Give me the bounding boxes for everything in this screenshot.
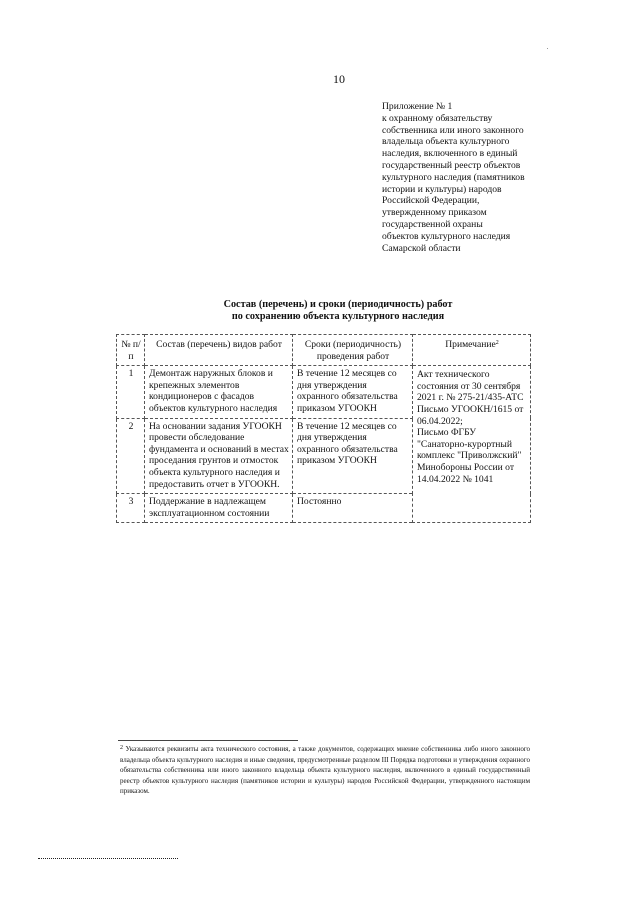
header-period: Сроки (периодичность) проведения работ xyxy=(293,335,413,366)
footnote-divider xyxy=(118,740,298,741)
footnote-text: Указываются реквизиты акта технического состояния, а также документов, содержащих мнение собственника либо иного законного владельца объекта культурного наследия и иные сведения, предусмотренные разделом III Порядка подготовки и утверждения охранного обязательства собственника или иного законного владельца объекта культурного наследия, включенного в единый государственный реестр объектов культурного наследия (памятников истории и культуры) народов Российской Федерации, утвержденного настоящим приказом. xyxy=(120,745,531,796)
appendix-line: объектов культурного наследия xyxy=(382,230,511,242)
appendix-line: культурного наследия (памятников xyxy=(382,171,525,183)
appendix-line: наследия, включенного в единый xyxy=(382,148,518,160)
row-num: 1 xyxy=(117,366,145,418)
appendix-caption xyxy=(382,101,582,254)
document-title xyxy=(150,299,526,323)
footnote-marker: 2 xyxy=(120,745,123,751)
appendix-line: Приложение № 1 xyxy=(382,101,453,112)
note-letter-ugookn: Письмо УГООКН/1615 от 06.04.2022; xyxy=(417,403,524,427)
header-work: Состав (перечень) видов работ xyxy=(145,335,293,366)
appendix-line: Самарской области xyxy=(382,242,461,254)
row-period: В течение 12 месяцев со дня утверждения охранного обязательства приказом УГООКН xyxy=(293,366,413,418)
row-work: Поддержание в надлежащем эксплуатационном состоянии xyxy=(145,494,293,523)
bottom-scan-mark xyxy=(38,858,178,859)
row-num: 3 xyxy=(117,494,145,523)
appendix-line: истории и культуры) народов xyxy=(382,183,502,195)
title-line-2: по сохранению объекта культурного наследия xyxy=(231,311,445,322)
scan-speck xyxy=(547,48,548,49)
header-note-label: Примечание xyxy=(445,339,496,350)
footnote xyxy=(120,744,530,797)
note-cell xyxy=(413,366,531,523)
appendix-line: владельца объекта культурного xyxy=(382,136,510,148)
row-work: Демонтаж наружных блоков и крепежных элементов кондиционеров с фасадов объектов культурного наследия xyxy=(145,366,293,418)
note-act: Акт технического состояния от 30 сентября 2021 г. № 275-21/435-АТС xyxy=(417,369,524,404)
page-number: 10 xyxy=(333,72,345,86)
table-row xyxy=(117,366,531,418)
row-period: В течение 12 месяцев со дня утверждения охранного обязательства приказом УГООКН xyxy=(293,418,413,494)
header-num: № п/п xyxy=(117,335,145,366)
row-num: 2 xyxy=(117,418,145,494)
row-period: Постоянно xyxy=(293,494,413,523)
row-work: На основании задания УГООКН провести обследование фундамента и оснований в местах проседания грунтов и отмосток объекта культурного наследия и предоставить отчет в УГООКН. xyxy=(145,418,293,494)
appendix-line: Российской Федерации, xyxy=(382,195,480,207)
note-letter-fgbu: Письмо ФГБУ "Санаторно-курортный комплекс "Приволжский" Минобороны России от 14.04.2022 № 1041 xyxy=(417,427,522,485)
header-note xyxy=(413,335,531,366)
appendix-line: собственника или иного законного xyxy=(382,124,524,136)
appendix-line: государственный реестр объектов xyxy=(382,159,521,171)
appendix-line: утвержденному приказом xyxy=(382,207,487,219)
table-header-row xyxy=(117,335,531,366)
works-table xyxy=(116,334,531,523)
title-line-1: Состав (перечень) и сроки (периодичность) работ xyxy=(223,299,453,310)
appendix-line: государственной охраны xyxy=(382,218,483,230)
header-note-footnote-ref: 2 xyxy=(495,340,499,346)
appendix-line: к охранному обязательству xyxy=(382,112,493,124)
